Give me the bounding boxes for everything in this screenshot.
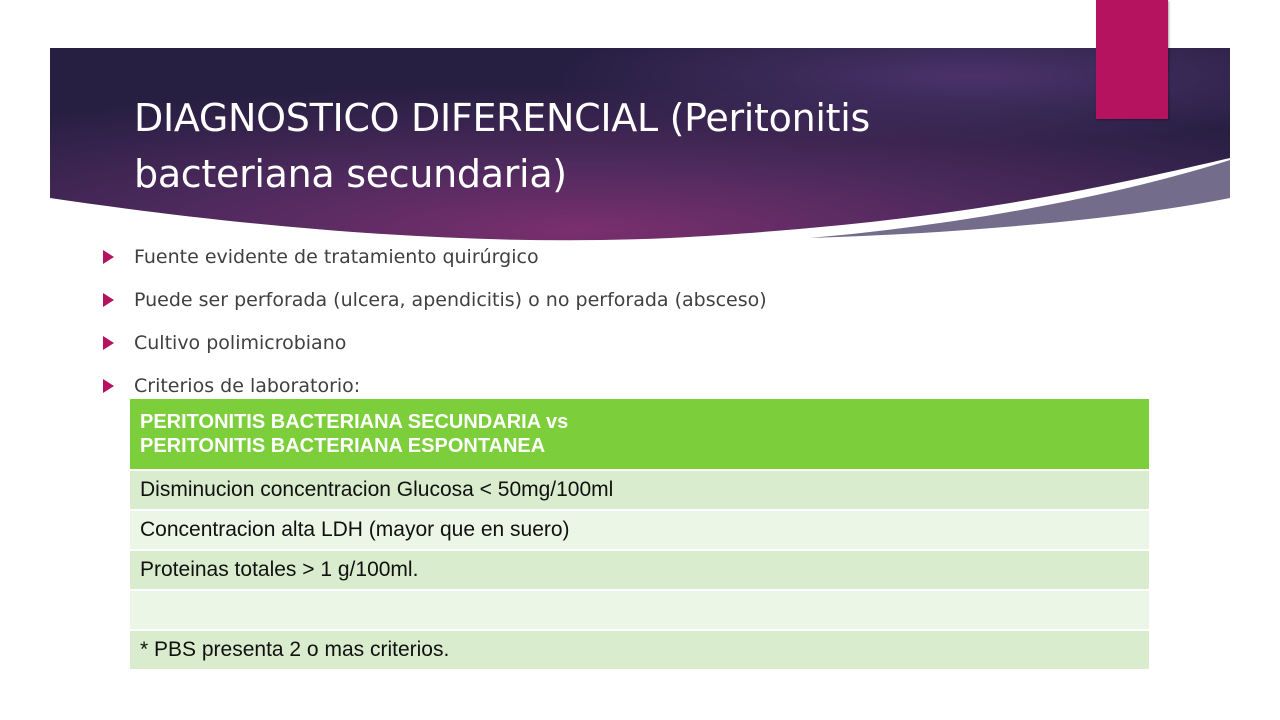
slide-title-line2: bacteriana secundaria) — [134, 152, 567, 196]
table-row — [129, 550, 1150, 590]
bullet-item — [103, 326, 767, 369]
table-cell: * PBS presenta 2 o mas criterios. — [129, 630, 1150, 670]
triangle-right-icon — [103, 336, 114, 350]
triangle-right-icon — [103, 293, 114, 307]
triangle-right-icon — [103, 250, 114, 264]
table-header-row — [129, 398, 1150, 470]
bullet-text: Cultivo polimicrobiano — [134, 332, 347, 354]
bullet-text: Criterios de laboratorio: — [134, 375, 361, 397]
bullet-list — [103, 240, 767, 412]
triangle-right-icon — [103, 379, 114, 393]
table-cell: Concentracion alta LDH (mayor que en suero) — [129, 510, 1150, 550]
bullet-text: Fuente evidente de tratamiento quirúrgico — [134, 246, 539, 268]
table-row — [129, 510, 1150, 550]
slide-title-line1: DIAGNOSTICO DIFERENCIAL (Peritonitis — [134, 96, 870, 140]
accent-tab — [1096, 0, 1168, 119]
table-header-cell — [129, 398, 1150, 470]
table-cell: Disminucion concentracion Glucosa < 50mg/100ml — [129, 470, 1150, 510]
bullet-item — [103, 283, 767, 326]
slide-title — [134, 90, 1134, 202]
table-row — [129, 630, 1150, 670]
criteria-table — [128, 397, 1151, 671]
bullet-text: Puede ser perforada (ulcera, apendicitis) o no perforada (absceso) — [134, 289, 767, 311]
bullet-item — [103, 240, 767, 283]
table-row — [129, 590, 1150, 630]
table-header-line2: PERITONITIS BACTERIANA ESPONTANEA — [140, 435, 546, 457]
table-header-line1: PERITONITIS BACTERIANA SECUNDARIA vs — [140, 411, 569, 433]
table-cell — [129, 590, 1150, 630]
title-banner — [50, 48, 1230, 248]
table-row — [129, 470, 1150, 510]
table-cell: Proteinas totales > 1 g/100ml. — [129, 550, 1150, 590]
